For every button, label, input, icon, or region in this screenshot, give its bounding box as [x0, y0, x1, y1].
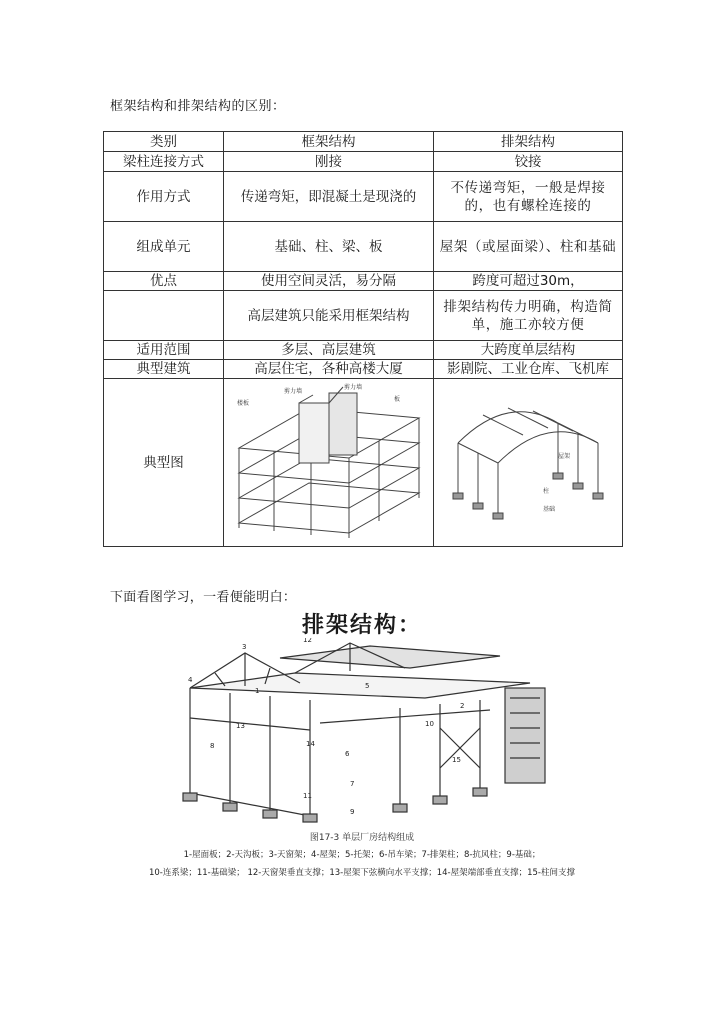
figure-legend-line-1: 1-屋面板；2-天沟板；3-天窗架；4-屋架；5-托架；6-吊车梁；7-排架柱；8-抗风柱；9-基础； [183, 850, 541, 860]
fig-number: 13 [236, 722, 245, 730]
table-row [104, 360, 623, 379]
bent-figure-cell [434, 379, 623, 547]
bent-fig-label: 柱 [543, 487, 550, 495]
fig-number: 11 [303, 792, 312, 800]
row-label: 适用范围 [104, 341, 224, 360]
bent-cell: 影剧院、工业仓库、飞机库 [434, 360, 623, 379]
bent-fig-label: 基础 [543, 505, 556, 513]
table-row [104, 291, 623, 341]
frame-structure-drawing [229, 383, 429, 543]
fig-number: 1 [255, 687, 260, 695]
fig-number: 2 [460, 702, 465, 710]
row-label: 组成单元 [104, 222, 224, 272]
bent-cell: 排架结构传力明确，构造简单，施工亦较方便 [434, 291, 623, 341]
frame-fig-label: 剪力墙 [283, 387, 302, 395]
figure-row [104, 379, 623, 547]
fig-number: 4 [188, 676, 193, 684]
row-label: 作用方式 [104, 172, 224, 222]
header-frame: 框架结构 [224, 132, 434, 152]
fig-number: 12 [303, 638, 312, 644]
frame-cell: 刚接 [224, 152, 434, 172]
frame-cell: 高层住宅，各种高楼大厦 [224, 360, 434, 379]
industrial-building-drawing [170, 638, 550, 823]
fig-number: 7 [350, 780, 355, 788]
fig-number: 5 [365, 682, 370, 690]
fig-number: 6 [345, 750, 350, 758]
comparison-table [103, 131, 623, 547]
frame-cell: 传递弯矩，即混凝土是现浇的 [224, 172, 434, 222]
frame-cell: 基础、柱、梁、板 [224, 222, 434, 272]
frame-cell: 使用空间灵活，易分隔 [224, 272, 434, 291]
table-row [104, 341, 623, 360]
fig-number: 14 [306, 740, 315, 748]
figure-legend-line-2: 10-连系梁；11-基础梁； 12-天窗架垂直支撑；13-屋架下弦横向水平支撑；14-屋架端部垂直支撑；15-柱间支撑 [148, 868, 575, 878]
fig-number: 9 [350, 808, 355, 816]
table-row [104, 272, 623, 291]
row-label [104, 291, 224, 341]
bent-structure-drawing [438, 383, 618, 543]
frame-cell: 高层建筑只能采用框架结构 [224, 291, 434, 341]
frame-fig-label: 板 [393, 395, 400, 403]
frame-fig-label: 剪力墙 [343, 383, 362, 391]
bent-cell: 铰接 [434, 152, 623, 172]
row-label: 典型图 [104, 379, 224, 547]
figure-caption: 图17-3 单层厂房结构组成 [309, 833, 415, 843]
frame-figure-cell [224, 379, 434, 547]
table-row [104, 152, 623, 172]
lead-text: 下面看图学习，一看便能明白： [110, 590, 297, 605]
row-label: 优点 [104, 272, 224, 291]
table-row [104, 172, 623, 222]
fig-number: 15 [452, 756, 461, 764]
section-title: 排架结构： [301, 613, 422, 638]
header-bent: 排架结构 [434, 132, 623, 152]
bent-cell: 不传递弯矩，一般是焊接的，也有螺栓连接的 [434, 172, 623, 222]
bent-fig-label: 屋架 [558, 452, 571, 460]
fig-number: 10 [425, 720, 434, 728]
row-label: 典型建筑 [104, 360, 224, 379]
header-category: 类别 [104, 132, 224, 152]
frame-fig-label: 楼板 [236, 399, 249, 407]
intro-text: 框架结构和排架结构的区别： [110, 99, 286, 114]
row-label: 梁柱连接方式 [104, 152, 224, 172]
bent-cell: 大跨度单层结构 [434, 341, 623, 360]
table-header-row [104, 132, 623, 152]
frame-cell: 多层、高层建筑 [224, 341, 434, 360]
fig-number: 3 [242, 643, 247, 651]
table-row [104, 222, 623, 272]
fig-number: 8 [210, 742, 215, 750]
bent-cell: 跨度可超过30m， [434, 272, 623, 291]
bent-cell: 屋架（或屋面梁）、柱和基础 [434, 222, 623, 272]
